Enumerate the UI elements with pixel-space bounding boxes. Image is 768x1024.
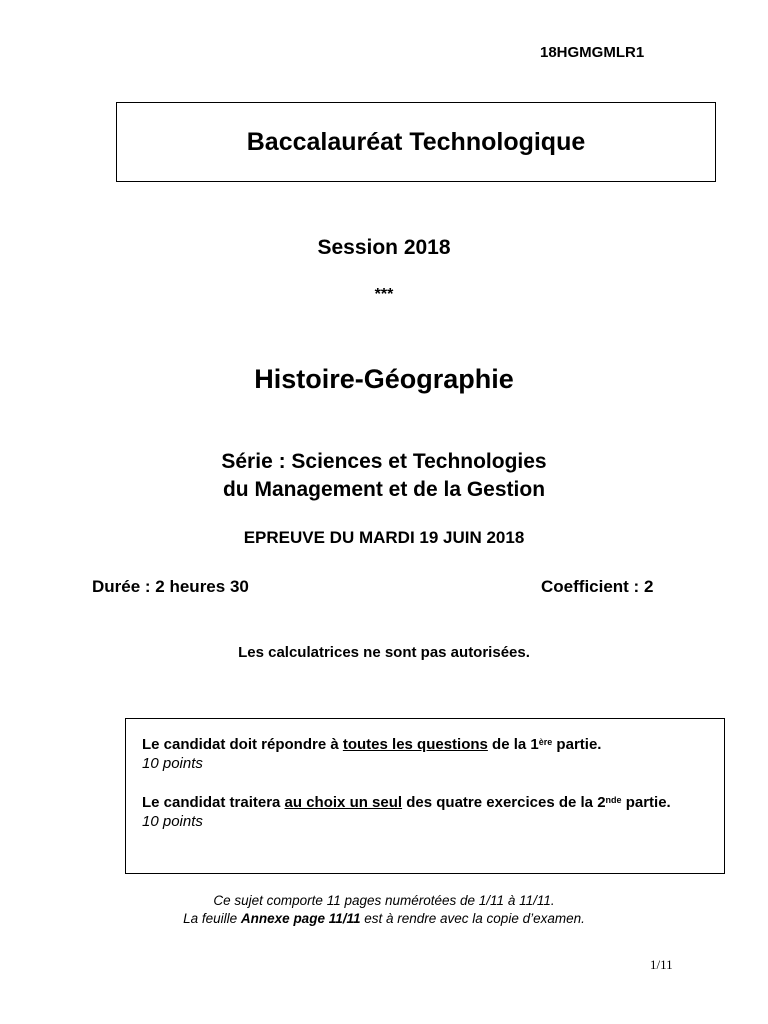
part2-middle: des quatre exercices de la 2 [402,794,606,811]
serie-line-2: du Management et de la Gestion [222,478,546,501]
part2-underlined: au choix un seul [284,794,403,811]
footer-annex-bold: Annexe page 11/11 [240,911,361,926]
part2-points: 10 points [142,813,203,830]
instructions-box [125,718,725,874]
page-number: 1/11 [650,957,673,972]
exam-type-title: Baccalauréat Technologique [246,127,586,156]
subject-title: Histoire-Géographie [254,364,514,394]
serie-line-1: Série : Sciences et Technologies [221,450,547,473]
separator-stars: *** [374,286,394,303]
part2-instruction [142,793,708,812]
calculator-notice: Les calculatrices ne sont pas autorisées. [238,644,530,661]
footer-annex-note [0,911,768,926]
footer-annex-suffix: est à rendre avec la copie d’examen. [360,911,585,926]
part2-suffix: partie. [621,794,671,811]
part1-middle: de la 1 [487,736,539,753]
epreuve-date: EPREUVE DU MARDI 19 JUIN 2018 [243,528,525,547]
part1-points: 10 points [142,755,203,772]
session-heading: Session 2018 [317,236,451,259]
part1-instruction [142,735,708,754]
part2-sup: nde [605,795,622,805]
part2-prefix: Le candidat traitera [142,794,285,811]
footer-page-count: Ce sujet comporte 11 pages numérotées de 1/11 à 11/11. [213,893,555,908]
document-code: 18HGMGMLR1 [540,44,645,61]
part1-sup: ère [538,737,553,747]
part1-underlined: toutes les questions [342,736,488,753]
coefficient: Coefficient : 2 [541,577,654,596]
part1-prefix: Le candidat doit répondre à [142,736,343,753]
duration: Durée : 2 heures 30 [92,577,249,596]
exam-title-box [116,102,716,182]
footer-annex-prefix: La feuille [183,911,241,926]
part1-suffix: partie. [552,736,602,753]
